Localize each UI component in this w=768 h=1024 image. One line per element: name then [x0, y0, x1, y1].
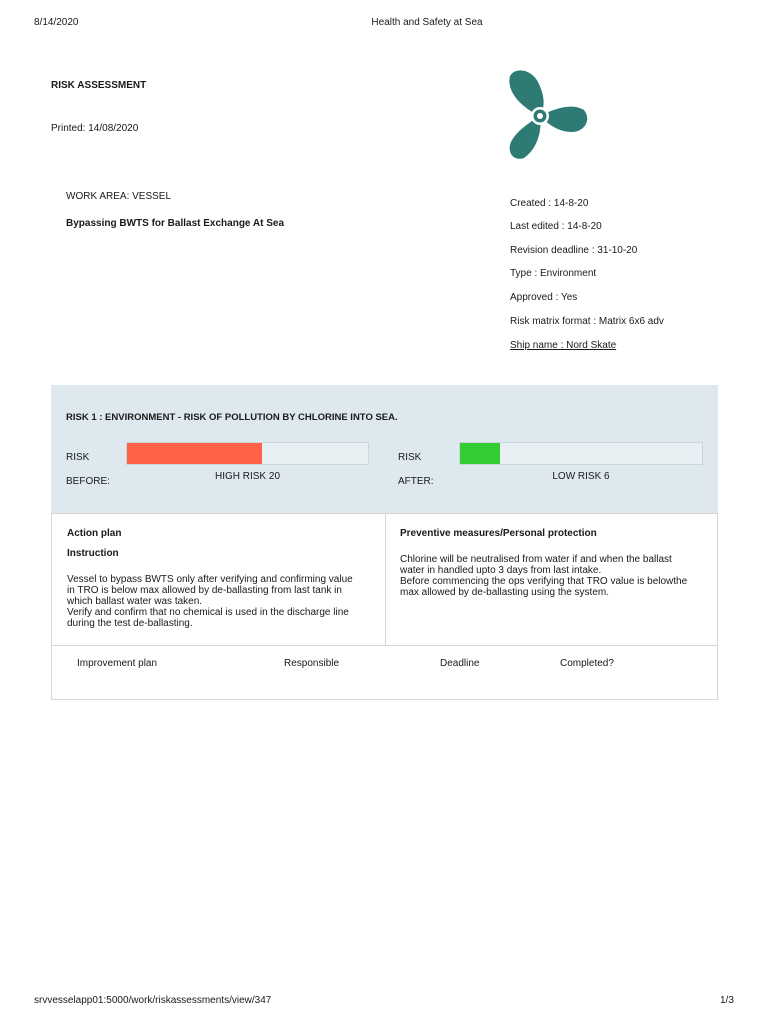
print-title: Health and Safety at Sea	[371, 17, 483, 28]
improvement-plan-header: Improvement plan	[77, 658, 158, 669]
responsible-header: Responsible	[284, 658, 340, 669]
revision-deadline: Revision deadline : 31-10-20	[510, 245, 638, 256]
risk-after-level: LOW RISK 6	[552, 471, 610, 482]
preventive-heading: Preventive measures/Personal protection	[400, 528, 597, 539]
risk-after-bar	[459, 442, 703, 465]
risk-before-level: HIGH RISK 20	[214, 471, 281, 482]
completed-header: Completed?	[560, 658, 614, 669]
created-date: Created : 14-8-20	[510, 198, 589, 209]
risk-before-sublabel: BEFORE:	[66, 476, 110, 487]
work-area: WORK AREA: VESSEL	[66, 191, 172, 202]
risk-panel	[51, 385, 718, 513]
risk-before-bar-fill	[127, 443, 262, 464]
print-date: 8/14/2020	[34, 17, 79, 28]
risk-after-bar-fill	[460, 443, 500, 464]
page-number: 1/3	[720, 995, 734, 1006]
risk-before-label: RISK	[66, 452, 90, 463]
assessment-subtitle: Bypassing BWTS for Ballast Exchange At Sea	[66, 218, 285, 229]
propeller-icon	[498, 66, 598, 162]
footer-url: srvvesselapp01:5000/work/riskassessments/view/347	[34, 995, 272, 1006]
risk-after-label: RISK	[398, 452, 422, 463]
risk-after-sublabel: AFTER:	[398, 476, 434, 487]
risk-before-bar	[126, 442, 369, 465]
type-field: Type : Environment	[510, 268, 597, 279]
risk-title: RISK 1 : ENVIRONMENT - RISK OF POLLUTION BY CHLORINE INTO SEA.	[66, 412, 398, 423]
page-title: RISK ASSESSMENT	[51, 80, 147, 91]
action-plan-heading: Action plan	[67, 528, 122, 539]
last-edited-date: Last edited : 14-8-20	[510, 221, 602, 232]
preventive-text: Chlorine will be neutralised from water if and when the ballast water in handled upto 3 days from last intake. Before commencing the ops verifying that TRO value is belowthe max allowed by de-ballasting using the system.	[400, 554, 688, 598]
instruction-text: Vessel to bypass BWTS only after verifying and confirming value in TRO is below max allowed by de-ballasting from last tank in which ballast water was taken. Verify and confirm that no chemical is used in the discharge line during the test de-ballasting.	[67, 574, 353, 629]
risk-details-card	[51, 513, 718, 700]
approved-field: Approved : Yes	[510, 292, 578, 303]
deadline-header: Deadline	[440, 658, 480, 669]
risk-matrix-format: Risk matrix format : Matrix 6x6 adv	[510, 316, 664, 327]
ship-name-link[interactable]: Ship name : Nord Skate	[510, 340, 617, 351]
printed-date: Printed: 14/08/2020	[51, 123, 139, 134]
instruction-heading: Instruction	[67, 548, 119, 559]
